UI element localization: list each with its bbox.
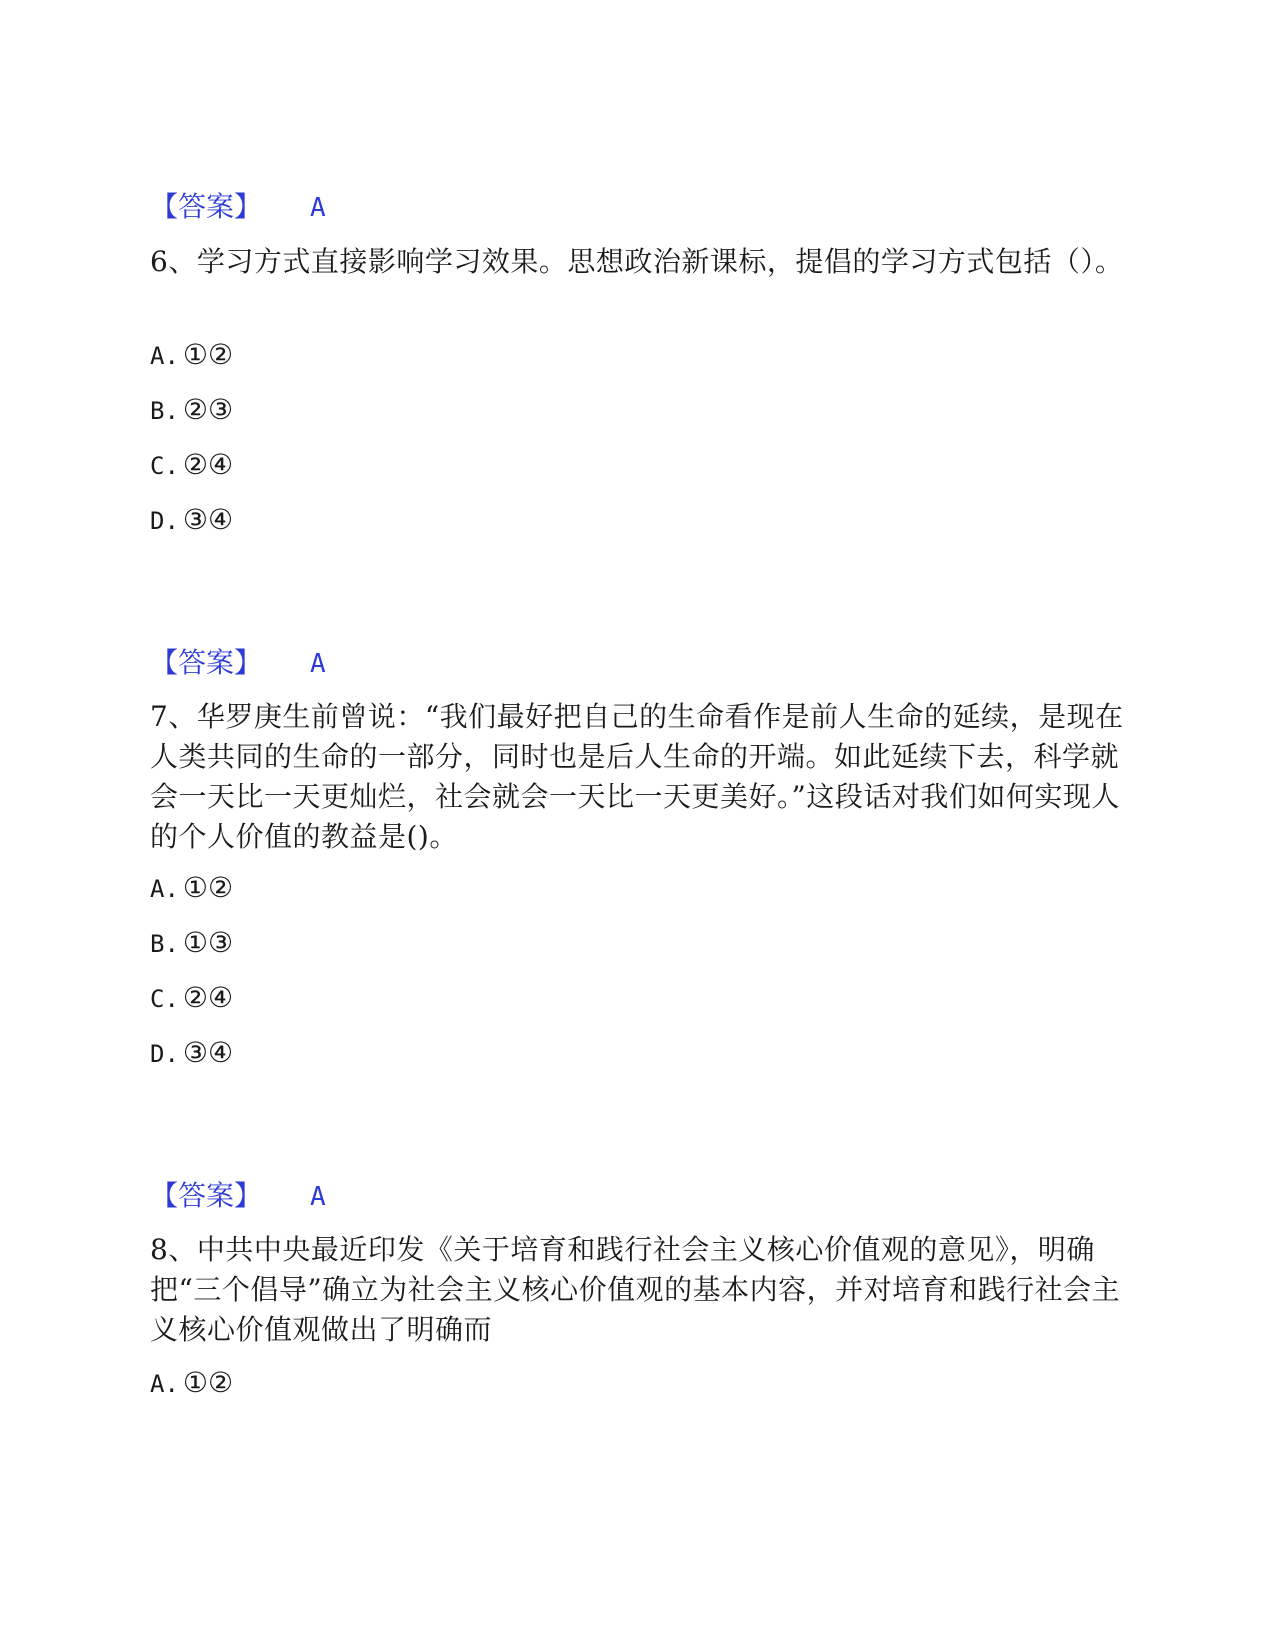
question-7-text: 7、华罗庚生前曾说：“我们最好把自己的生命看作是前人生命的延续，是现在人类共同的生命的一部分，同时也是后人生命的开端。如此延续下去，科学就会一天比一天更灿烂，社会就会一天比一天更美好。”这段话对我们如何实现人的个人价值的教益是()。 — [150, 700, 1124, 853]
question-7-option-b — [150, 926, 233, 961]
answer-value: A — [310, 193, 326, 223]
question-6-option-c — [150, 448, 233, 483]
option-letter: C. — [150, 985, 179, 1013]
option-letter: A. — [150, 1370, 179, 1398]
answer-line — [150, 1179, 326, 1214]
answer-value: A — [310, 649, 326, 679]
option-text: ②④ — [182, 981, 234, 1014]
option-letter: A. — [150, 342, 179, 370]
question-6-option-b — [150, 393, 233, 428]
answer-label: 【答案】 — [150, 190, 263, 223]
question-8-option-a — [150, 1366, 233, 1401]
question-7-option-c — [150, 981, 233, 1016]
question-6-option-a — [150, 338, 233, 373]
answer-label: 【答案】 — [150, 1179, 263, 1212]
option-letter: D. — [150, 507, 179, 535]
option-letter: A. — [150, 875, 179, 903]
option-text: ①② — [182, 1366, 234, 1399]
question-7-option-a — [150, 871, 233, 906]
option-text: ③④ — [182, 503, 234, 536]
answer-label: 【答案】 — [150, 646, 263, 679]
question-6-option-d — [150, 503, 233, 538]
question-6-text: 6、学习方式直接影响学习效果。思想政治新课标，提倡的学习方式包括（）。 — [150, 245, 1124, 278]
answer-value: A — [310, 1182, 326, 1212]
option-text: ②④ — [182, 448, 234, 481]
option-letter: D. — [150, 1040, 179, 1068]
option-letter: B. — [150, 397, 179, 425]
option-text: ①③ — [182, 926, 234, 959]
question-8-text: 8、中共中央最近印发《关于培育和践行社会主义核心价值观的意见》，明确把“三个倡导”确立为社会主义核心价值观的基本内容，并对培育和践行社会主义核心价值观做出了明确而 — [150, 1233, 1121, 1346]
option-text: ①② — [182, 871, 234, 904]
answer-line — [150, 646, 326, 681]
option-text: ①② — [182, 338, 234, 371]
option-letter: C. — [150, 452, 179, 480]
answer-line — [150, 190, 326, 225]
option-text: ③④ — [182, 1036, 234, 1069]
question-7-option-d — [150, 1036, 233, 1071]
option-letter: B. — [150, 930, 179, 958]
option-text: ②③ — [182, 393, 234, 426]
